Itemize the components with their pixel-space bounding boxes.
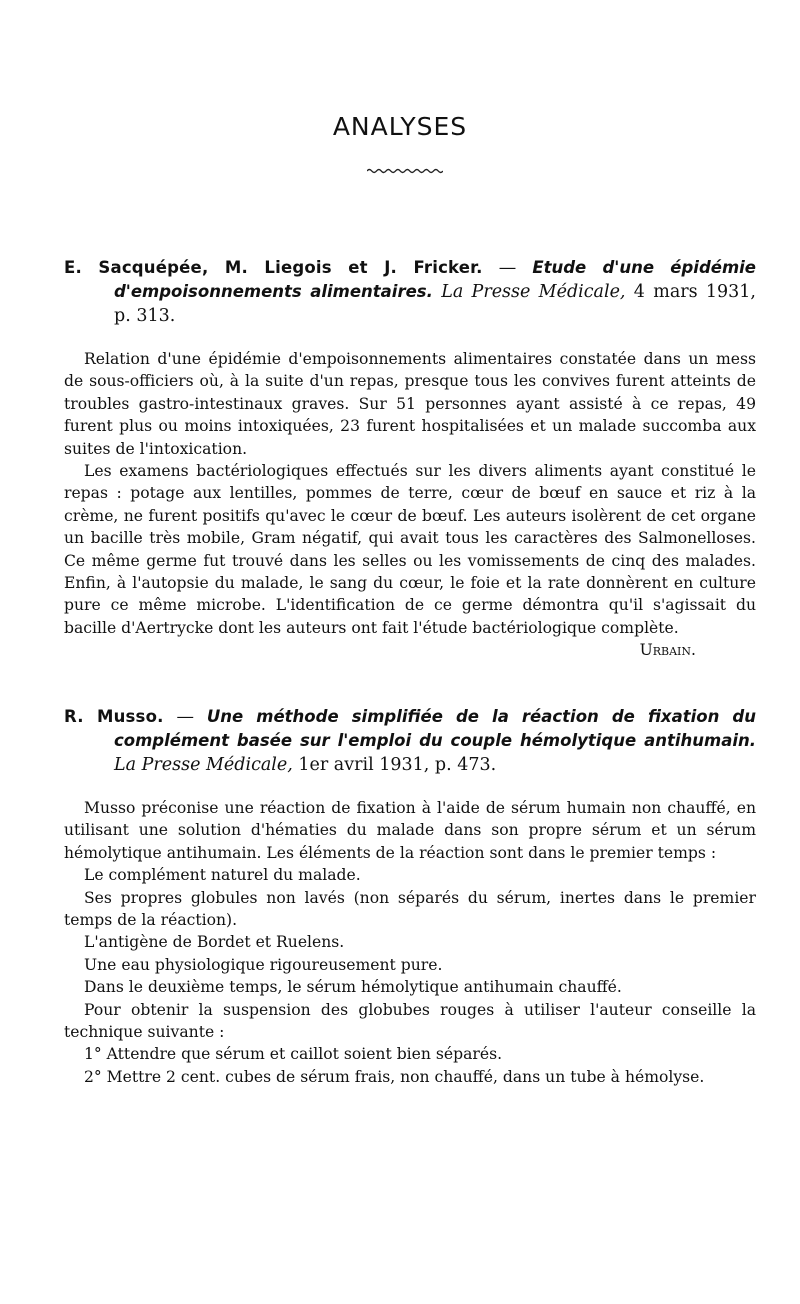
dash: — <box>163 707 207 727</box>
signature: Urbain. <box>639 641 696 660</box>
paragraph: Dans le deuxième temps, le sérum hémolytique antihumain chauffé. <box>84 978 622 997</box>
paragraph: L'antigène de Bordet et Ruelens. <box>84 933 345 952</box>
paragraph <box>64 460 756 660</box>
paragraph-text: Les examens bactériologiques effectués sur les divers aliments ayant constitué le repas : potage aux lentilles, pommes de terre, cœur de bœuf en sauce et riz à la crème, ne furent positifs qu'avec le cœur de bœuf. Les auteurs isolèrent de cet organe un bacille très mobile, Gram négatif, qui avait tous les caractères des Salmonelloses. Ce même germe fut trouvé dans les selles ou les vomissements de cinq des malades. Enfin, à l'autopsie du malade, le sang du cœur, le foie et la rate donnèrent en culture pure ce même microbe. L'identification de ce germe démontra qu'il s'agissait du bacille d'Aertrycke dont les auteurs ont fait l'étude bactériologique complète. <box>64 462 756 637</box>
wavy-ornament <box>367 167 443 175</box>
citation: 4 mars 1931, p. 313. <box>114 282 756 326</box>
article-header <box>64 256 756 328</box>
article-header <box>64 705 756 777</box>
journal-name: La Presse Médicale, <box>441 282 626 302</box>
article-body <box>64 348 756 662</box>
article-body <box>64 797 756 1088</box>
article-title: Etude d'une épidémie d'empoisonnements alimentaires. <box>114 258 756 301</box>
page-title: ANALYSES <box>332 112 468 141</box>
paragraph: Relation d'une épidémie d'empoisonnements alimentaires constatée dans un mess de sous-officiers où, à la suite d'un repas, presque tous les convives furent atteints de troubles gastro-intestinaux graves. Sur 51 personnes ayant assisté à ce repas, 49 furent plus ou moins intoxiquées, 23 furent hospitalisées et un malade succomba aux suites de l'intoxication. <box>64 350 756 458</box>
article-authors: R. Musso. <box>64 707 164 726</box>
citation: 1er avril 1931, p. 473. <box>292 755 497 775</box>
paragraph: Ses propres globules non lavés (non séparés du sérum, inertes dans le premier temps de la réaction). <box>64 888 756 930</box>
paragraph: Musso préconise une réaction de fixation à l'aide de sérum humain non chauffé, en utilisant une solution d'hématies du malade dans son propre sérum et un sérum hémolytique antihumain. Les éléments de la réaction sont dans le premier temps : <box>64 799 756 862</box>
article-title: Une méthode simplifiée de la réaction de fixation du complément basée sur l'emploi du couple hémolytique antihumain. <box>114 707 756 750</box>
article-authors: E. Sacquépée, M. Liegois et J. Fricker. <box>64 258 483 277</box>
article-2 <box>64 705 756 1088</box>
article-1 <box>64 256 756 662</box>
paragraph: Une eau physiologique rigoureusement pure. <box>84 955 443 974</box>
paragraph: 2° Mettre 2 cent. cubes de sérum frais, non chauffé, dans un tube à hémolyse. <box>84 1067 705 1086</box>
paragraph: 1° Attendre que sérum et caillot soient bien séparés. <box>84 1045 503 1064</box>
journal-name: La Presse Médicale, <box>114 755 293 775</box>
dash: — <box>482 258 533 278</box>
paragraph: Le complément naturel du malade. <box>84 866 361 885</box>
paragraph: Pour obtenir la suspension des globubes rouges à utiliser l'auteur conseille la technique suivante : <box>64 1000 756 1042</box>
